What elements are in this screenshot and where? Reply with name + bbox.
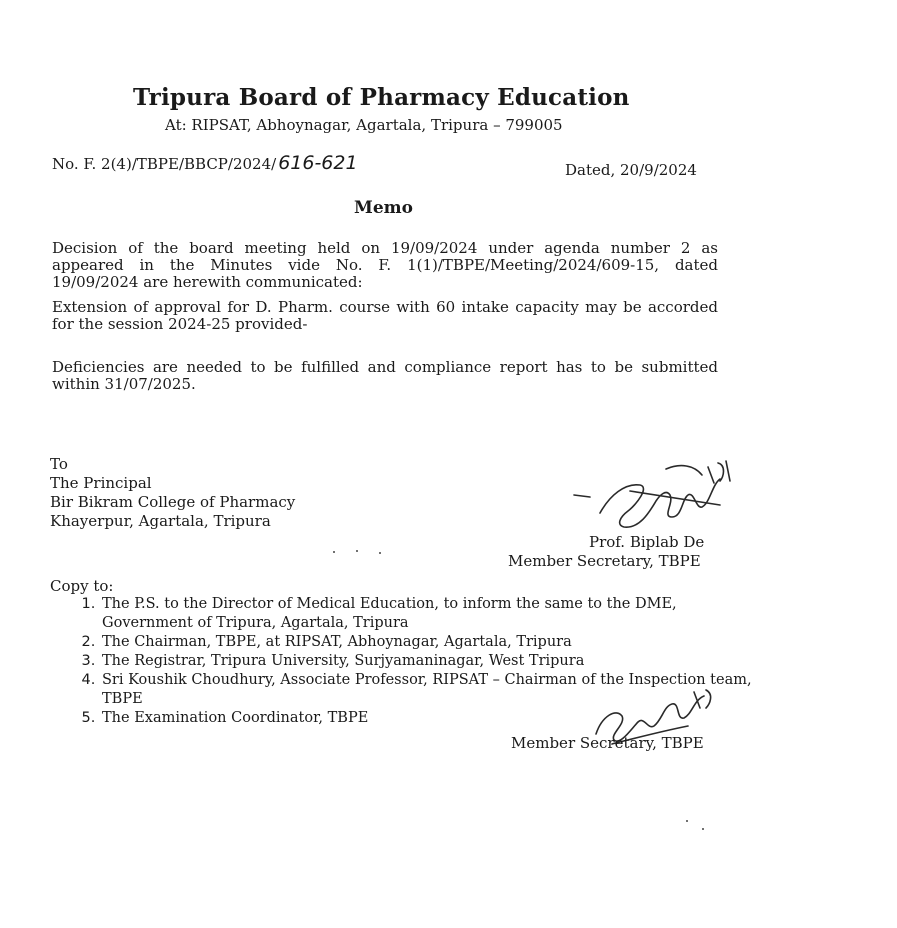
body-paragraph-3: Deficiencies are needed to be fulfilled and compliance report has to be submitted within 31/07/2025. [52,358,718,393]
signature-mark-1 [570,455,740,535]
copy-to-item-5: 5. The Examination Coordinator, TBPE [100,709,770,728]
board-address: At: RIPSAT, Abhoynagar, Agartala, Tripura – 799005 [165,116,563,134]
copy-to-item-2: 2. The Chairman, TBPE, at RIPSAT, Abhoynagar, Agartala, Tripura [100,633,770,652]
scan-speck [686,820,688,822]
body-paragraph-2: Extension of approval for D. Pharm. course with 60 intake capacity may be accorded for the session 2024-25 provided- [52,298,718,333]
copy-signatory-designation: Member Secretary, TBPE [511,734,704,752]
signatory-name: Prof. Biplab De [589,533,705,551]
copy-to-item-4: 4. Sri Koushik Choudhury, Associate Professor, RIPSAT – Chairman of the Inspection team, TBPE [100,671,770,709]
memo-heading: Memo [354,198,413,218]
copy-to-item-1: 1. The P.S. to the Director of Medical Education, to inform the same to the DME, Government of Tripura, Agartala, Tripura [100,595,770,633]
addressee-block [50,455,295,531]
scan-speck [333,551,335,553]
addressee-line-2: Bir Bikram College of Pharmacy [50,493,296,511]
reference-number-handwritten: 616-621 [278,152,358,174]
date-line: Dated, 20/9/2024 [565,161,697,179]
reference-number [52,152,358,174]
board-title: Tripura Board of Pharmacy Education [133,84,630,111]
signatory-designation: Member Secretary, TBPE [508,552,701,570]
body-paragraph-1: Decision of the board meeting held on 19/09/2024 under agenda number 2 as appeared in the Minutes vide No. F. 1(1)/TBPE/Meeting/2024/609-15, dated 19/09/2024 are herewith communicated: [52,239,718,291]
copy-to-label: Copy to: [50,577,114,595]
scan-speck [356,550,358,552]
addressee-to: To [50,455,68,473]
copy-to-item-3: 3. The Registrar, Tripura University, Surjyamaninagar, West Tripura [100,652,770,671]
reference-number-printed: No. F. 2(4)/TBPE/BBCP/2024/ [52,155,277,173]
addressee-line-3: Khayerpur, Agartala, Tripura [50,512,271,530]
scan-speck [702,828,704,830]
scan-speck [379,552,381,554]
addressee-line-1: The Principal [50,474,152,492]
